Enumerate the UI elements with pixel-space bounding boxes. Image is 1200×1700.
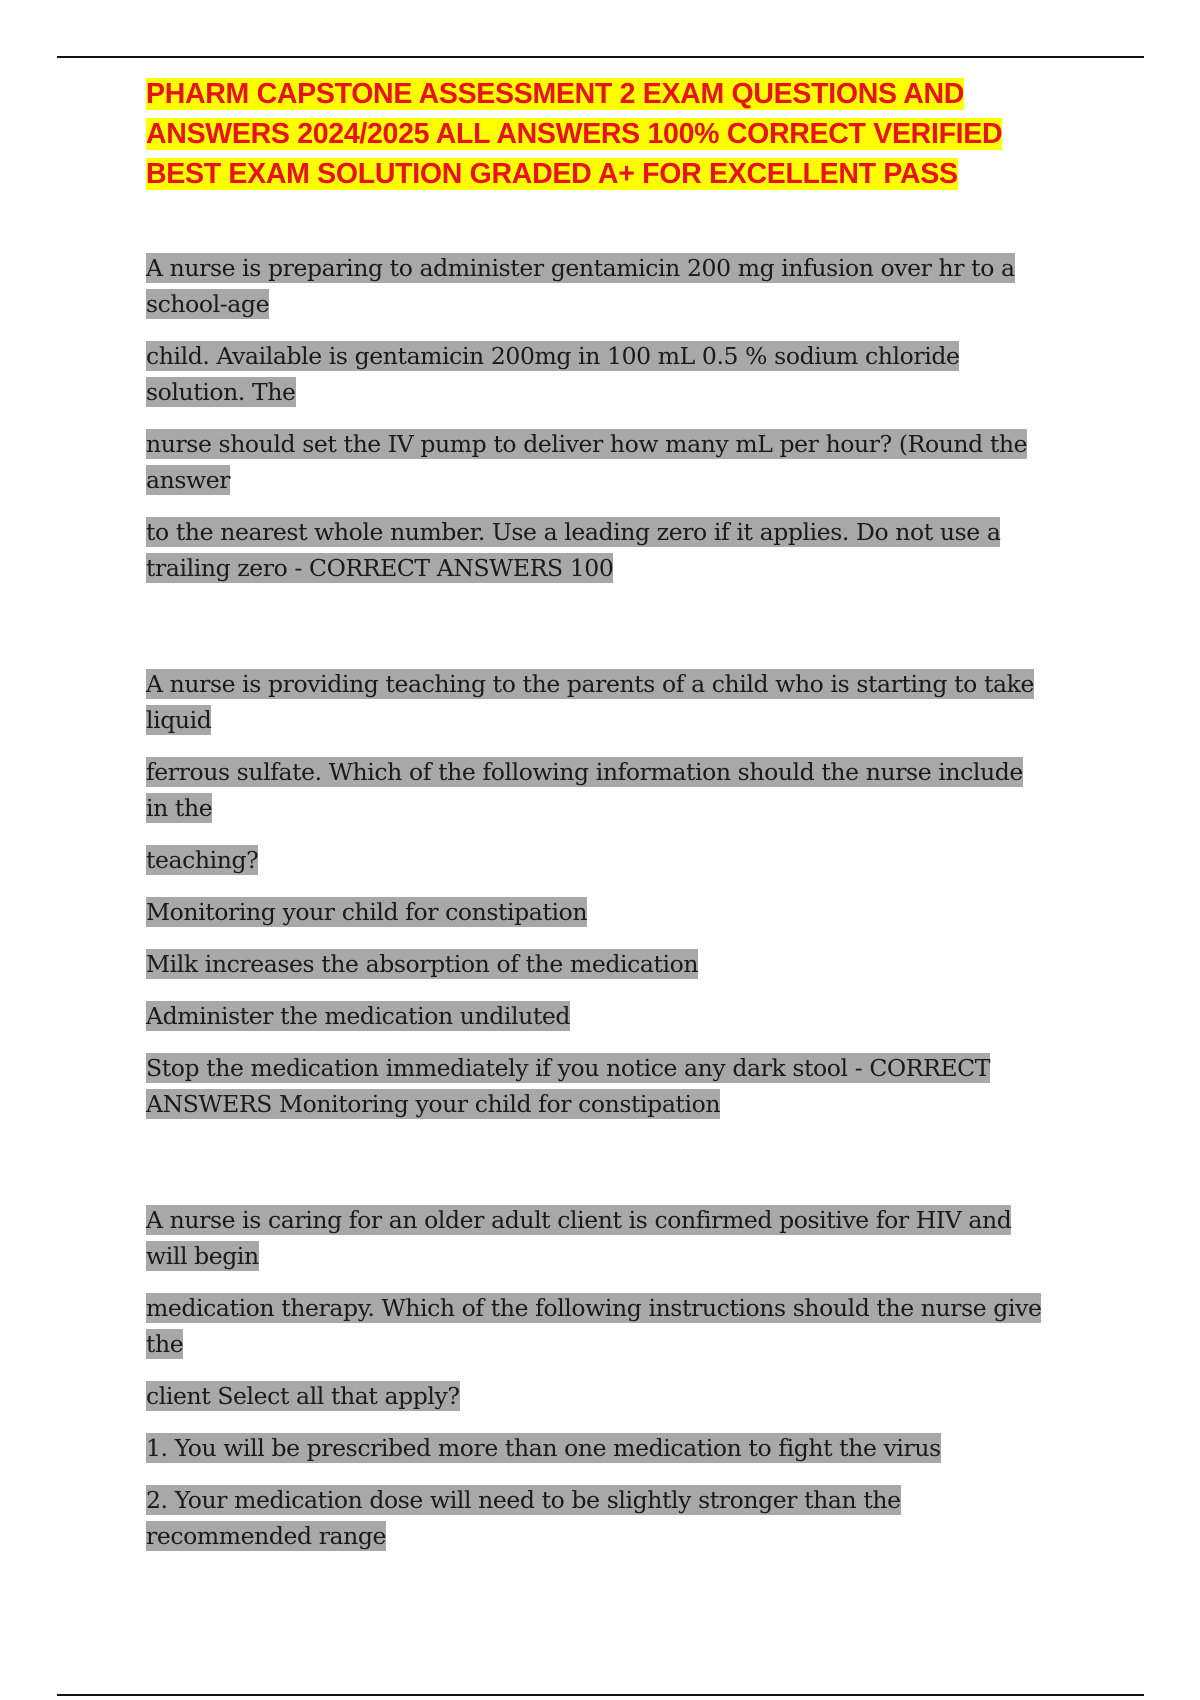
highlighted-text: A nurse is preparing to administer gentamicin 200 mg infusion over hr to a school-age (146, 254, 1015, 318)
highlighted-text: Monitoring your child for constipation (146, 898, 588, 926)
question-text-line (146, 754, 1046, 826)
highlighted-text: client Select all that apply? (146, 1382, 460, 1410)
question-text-line (146, 426, 1046, 498)
highlighted-text: child. Available is gentamicin 200mg in 100 mL 0.5 % sodium chloride solution. The (146, 342, 960, 406)
highlighted-text: Milk increases the absorption of the medication (146, 950, 699, 978)
question-text-line (146, 1202, 1046, 1274)
question-2 (146, 666, 1046, 1122)
question-text-line (146, 338, 1046, 410)
question-text-line (146, 1378, 1046, 1414)
question-3 (146, 1202, 1046, 1554)
highlighted-text: medication therapy. Which of the following instructions should the nurse give the (146, 1294, 1042, 1358)
highlighted-text: ferrous sulfate. Which of the following information should the nurse include in the (146, 758, 1023, 822)
highlighted-text: A nurse is providing teaching to the parents of a child who is starting to take liquid (146, 670, 1034, 734)
question-text-line (146, 842, 1046, 878)
question-text-line (146, 1290, 1046, 1362)
top-rule (57, 56, 1144, 58)
highlighted-text: Administer the medication undiluted (146, 1002, 571, 1030)
highlighted-text: Stop the medication immediately if you notice any dark stool - CORRECT ANSWERS Monitoring your child for constipation (146, 1054, 990, 1118)
highlighted-text: nurse should set the IV pump to deliver how many mL per hour? (Round the answer (146, 430, 1028, 494)
highlighted-text: 2. Your medication dose will need to be slightly stronger than the recommended range (146, 1486, 901, 1550)
answer-option (146, 1482, 1046, 1554)
document-title-text: PHARM CAPSTONE ASSESSMENT 2 EXAM QUESTIONS AND ANSWERS 2024/2025 ALL ANSWERS 100% CORRECT VERIFIED BEST EXAM SOLUTION GRADED A+ FOR EXCELLENT PASS (146, 78, 1003, 190)
answer-option (146, 998, 1046, 1034)
answer-option (146, 946, 1046, 982)
document-title (146, 74, 1046, 194)
document-body (146, 74, 1046, 1570)
highlighted-text: A nurse is caring for an older adult client is confirmed positive for HIV and will begin (146, 1206, 1012, 1270)
answer-option (146, 1430, 1046, 1466)
question-1 (146, 250, 1046, 586)
question-answer-line (146, 1050, 1046, 1122)
bottom-rule (57, 1694, 1144, 1696)
highlighted-text: teaching? (146, 846, 259, 874)
highlighted-text: to the nearest whole number. Use a leading zero if it applies. Do not use a trailing zero - CORRECT ANSWERS 100 (146, 518, 1001, 582)
answer-option (146, 894, 1046, 930)
question-answer-line (146, 514, 1046, 586)
highlighted-text: 1. You will be prescribed more than one medication to fight the virus (146, 1434, 941, 1462)
question-text-line (146, 666, 1046, 738)
question-text-line (146, 250, 1046, 322)
